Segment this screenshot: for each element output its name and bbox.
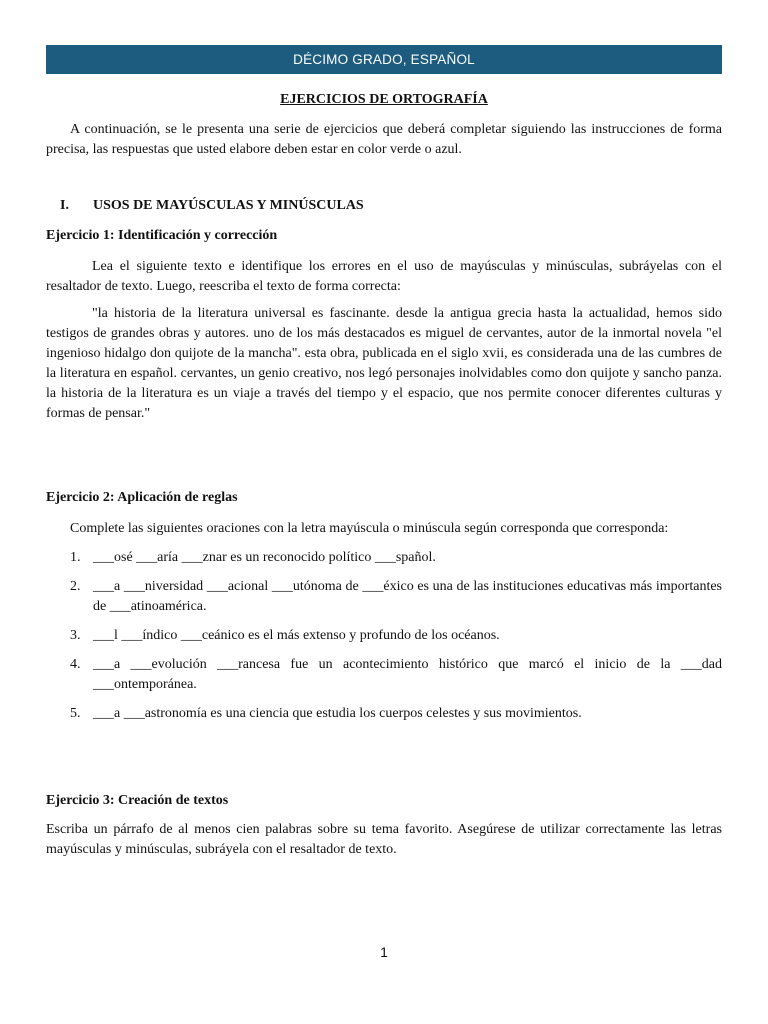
grade-banner: DÉCIMO GRADO, ESPAÑOL	[46, 45, 722, 74]
list-item-number: 1.	[70, 550, 81, 565]
section-title: USOS DE MAYÚSCULAS Y MINÚSCULAS	[93, 198, 364, 213]
list-item	[70, 548, 722, 568]
list-item-text: ___a ___evolución ___rancesa fue un acontecimiento histórico que marcó el inicio de la ___dad ___ontemporánea.	[93, 657, 722, 692]
list-item-number: 5.	[70, 706, 81, 721]
exercise-3-instruction: Escriba un párrafo de al menos cien palabras sobre su tema favorito. Asegúrese de utilizar correctamente las letras mayúsculas y minúsculas, subráyela con el resaltador de texto.	[46, 822, 722, 857]
list-item	[70, 577, 722, 617]
exercise-1-heading: Ejercicio 1: Identificación y corrección	[46, 228, 278, 243]
exercise-2-heading: Ejercicio 2: Aplicación de reglas	[46, 490, 238, 505]
page-number: 1	[380, 944, 388, 960]
list-item-text: ___l ___índico ___ceánico es el más extenso y profundo de los océanos.	[93, 628, 500, 643]
page-title: EJERCICIOS DE ORTOGRAFÍA	[280, 92, 488, 107]
list-item-text: ___a ___niversidad ___acional ___utónoma de ___éxico es una de las instituciones educativas más importantes de ___atinoamérica.	[93, 579, 722, 614]
list-item-text: ___a ___astronomía es una ciencia que estudia los cuerpos celestes y sus movimientos.	[93, 706, 582, 721]
list-item-number: 3.	[70, 628, 81, 643]
list-item	[70, 626, 722, 646]
list-item-text: ___osé ___aría ___znar es un reconocido político ___spañol.	[93, 550, 436, 565]
list-item	[70, 655, 722, 695]
exercise-1-text: "la historia de la literatura universal es fascinante. desde la antigua grecia hasta la actualidad, hemos sido testigos de grandes obras y autores. uno de los más destacados es miguel de cervantes, autor de la inmortal novela "el ingenioso hidalgo don quijote de la mancha". esta obra, publicada en el siglo xvii, es considerada una de las cumbres de la literatura en español. cervantes, un genio creativo, nos legó personajes inolvidables como don quijote y sancho panza. la historia de la literatura es un viaje a través del tiempo y el espacio, que nos permite conocer diferentes culturas y formas de pensar."	[46, 306, 722, 421]
list-item	[70, 704, 722, 724]
section-heading	[60, 198, 364, 214]
intro-paragraph: A continuación, se le presenta una serie de ejercicios que deberá completar siguiendo las instrucciones de forma precisa, las respuestas que usted elabore deben estar en color verde o azul.	[46, 122, 722, 157]
list-item-number: 4.	[70, 657, 81, 672]
exercise-3-heading: Ejercicio 3: Creación de textos	[46, 793, 229, 808]
exercise-1-instruction: Lea el siguiente texto e identifique los errores en el uso de mayúsculas y minúsculas, subráyelas con el resaltador de texto. Luego, reescriba el texto de forma correcta:	[46, 259, 722, 294]
exercise-2-instruction: Complete las siguientes oraciones con la letra mayúscula o minúscula según corresponda que corresponda:	[70, 521, 669, 536]
section-number: I.	[60, 198, 69, 213]
list-item-number: 2.	[70, 579, 81, 594]
